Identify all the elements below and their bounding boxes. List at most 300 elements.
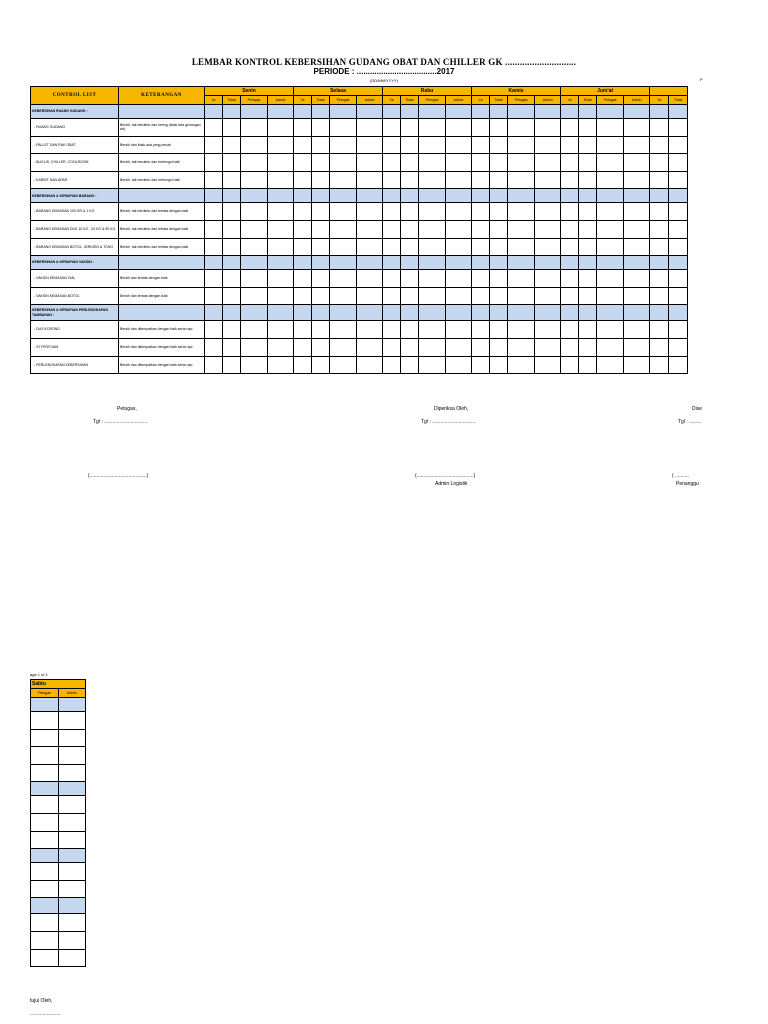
- check-cell[interactable]: [357, 256, 383, 270]
- check-cell[interactable]: [268, 189, 294, 203]
- check-cell[interactable]: [330, 356, 357, 374]
- check-cell[interactable]: [223, 171, 241, 189]
- check-cell[interactable]: [624, 136, 650, 154]
- check-cell[interactable]: [401, 154, 419, 172]
- check-cell[interactable]: [357, 338, 383, 356]
- check-cell[interactable]: [294, 356, 312, 374]
- check-cell[interactable]: [624, 305, 650, 321]
- check-cell[interactable]: [669, 119, 688, 137]
- check-cell[interactable]: [472, 256, 490, 270]
- check-cell[interactable]: [579, 256, 597, 270]
- check-cell[interactable]: [446, 105, 472, 119]
- check-cell[interactable]: [383, 119, 401, 137]
- check-cell[interactable]: [59, 764, 86, 782]
- check-cell[interactable]: [330, 171, 357, 189]
- check-cell[interactable]: [446, 256, 472, 270]
- check-cell[interactable]: [241, 203, 268, 221]
- check-cell[interactable]: [650, 105, 669, 119]
- check-cell[interactable]: [446, 338, 472, 356]
- check-cell[interactable]: [401, 189, 419, 203]
- check-cell[interactable]: [268, 119, 294, 137]
- check-cell[interactable]: [312, 305, 330, 321]
- check-cell[interactable]: [330, 321, 357, 339]
- check-cell[interactable]: [205, 305, 223, 321]
- check-cell[interactable]: [446, 154, 472, 172]
- check-cell[interactable]: [59, 782, 86, 796]
- check-cell[interactable]: [597, 338, 624, 356]
- check-cell[interactable]: [669, 220, 688, 238]
- check-cell[interactable]: [31, 729, 59, 747]
- check-cell[interactable]: [241, 321, 268, 339]
- check-cell[interactable]: [535, 105, 561, 119]
- check-cell[interactable]: [268, 321, 294, 339]
- check-cell[interactable]: [401, 119, 419, 137]
- check-cell[interactable]: [294, 171, 312, 189]
- check-cell[interactable]: [579, 105, 597, 119]
- check-cell[interactable]: [268, 171, 294, 189]
- check-cell[interactable]: [419, 171, 446, 189]
- check-cell[interactable]: [401, 338, 419, 356]
- check-cell[interactable]: [508, 256, 535, 270]
- check-cell[interactable]: [401, 238, 419, 256]
- check-cell[interactable]: [31, 764, 59, 782]
- check-cell[interactable]: [472, 105, 490, 119]
- check-cell[interactable]: [59, 863, 86, 881]
- check-cell[interactable]: [419, 270, 446, 288]
- check-cell[interactable]: [490, 189, 508, 203]
- check-cell[interactable]: [31, 782, 59, 796]
- check-cell[interactable]: [312, 105, 330, 119]
- check-cell[interactable]: [312, 189, 330, 203]
- check-cell[interactable]: [561, 238, 579, 256]
- check-cell[interactable]: [579, 305, 597, 321]
- check-cell[interactable]: [669, 305, 688, 321]
- check-cell[interactable]: [401, 356, 419, 374]
- check-cell[interactable]: [650, 154, 669, 172]
- check-cell[interactable]: [624, 189, 650, 203]
- check-cell[interactable]: [650, 270, 669, 288]
- check-cell[interactable]: [312, 220, 330, 238]
- check-cell[interactable]: [508, 136, 535, 154]
- check-cell[interactable]: [650, 220, 669, 238]
- check-cell[interactable]: [579, 321, 597, 339]
- check-cell[interactable]: [535, 356, 561, 374]
- check-cell[interactable]: [330, 220, 357, 238]
- check-cell[interactable]: [490, 287, 508, 305]
- check-cell[interactable]: [357, 119, 383, 137]
- check-cell[interactable]: [669, 270, 688, 288]
- check-cell[interactable]: [624, 220, 650, 238]
- check-cell[interactable]: [401, 287, 419, 305]
- check-cell[interactable]: [223, 338, 241, 356]
- check-cell[interactable]: [357, 356, 383, 374]
- check-cell[interactable]: [624, 154, 650, 172]
- check-cell[interactable]: [508, 171, 535, 189]
- check-cell[interactable]: [294, 220, 312, 238]
- check-cell[interactable]: [383, 287, 401, 305]
- check-cell[interactable]: [205, 136, 223, 154]
- check-cell[interactable]: [59, 849, 86, 863]
- check-cell[interactable]: [624, 171, 650, 189]
- check-cell[interactable]: [669, 154, 688, 172]
- check-cell[interactable]: [205, 105, 223, 119]
- check-cell[interactable]: [650, 287, 669, 305]
- check-cell[interactable]: [241, 238, 268, 256]
- check-cell[interactable]: [59, 898, 86, 914]
- check-cell[interactable]: [508, 189, 535, 203]
- check-cell[interactable]: [223, 136, 241, 154]
- check-cell[interactable]: [561, 270, 579, 288]
- check-cell[interactable]: [241, 356, 268, 374]
- check-cell[interactable]: [223, 203, 241, 221]
- check-cell[interactable]: [597, 105, 624, 119]
- check-cell[interactable]: [490, 154, 508, 172]
- check-cell[interactable]: [401, 136, 419, 154]
- check-cell[interactable]: [419, 105, 446, 119]
- check-cell[interactable]: [508, 119, 535, 137]
- check-cell[interactable]: [312, 136, 330, 154]
- check-cell[interactable]: [205, 356, 223, 374]
- check-cell[interactable]: [669, 321, 688, 339]
- check-cell[interactable]: [223, 154, 241, 172]
- check-cell[interactable]: [624, 256, 650, 270]
- check-cell[interactable]: [597, 203, 624, 221]
- check-cell[interactable]: [597, 119, 624, 137]
- check-cell[interactable]: [205, 171, 223, 189]
- check-cell[interactable]: [401, 171, 419, 189]
- check-cell[interactable]: [383, 203, 401, 221]
- check-cell[interactable]: [383, 171, 401, 189]
- check-cell[interactable]: [268, 154, 294, 172]
- check-cell[interactable]: [535, 338, 561, 356]
- check-cell[interactable]: [650, 203, 669, 221]
- check-cell[interactable]: [535, 136, 561, 154]
- check-cell[interactable]: [357, 270, 383, 288]
- check-cell[interactable]: [312, 203, 330, 221]
- check-cell[interactable]: [401, 305, 419, 321]
- check-cell[interactable]: [205, 189, 223, 203]
- check-cell[interactable]: [59, 747, 86, 765]
- check-cell[interactable]: [669, 256, 688, 270]
- check-cell[interactable]: [535, 287, 561, 305]
- check-cell[interactable]: [624, 321, 650, 339]
- check-cell[interactable]: [401, 256, 419, 270]
- check-cell[interactable]: [561, 287, 579, 305]
- check-cell[interactable]: [561, 119, 579, 137]
- check-cell[interactable]: [294, 338, 312, 356]
- check-cell[interactable]: [669, 203, 688, 221]
- check-cell[interactable]: [490, 119, 508, 137]
- check-cell[interactable]: [401, 203, 419, 221]
- check-cell[interactable]: [419, 238, 446, 256]
- check-cell[interactable]: [419, 305, 446, 321]
- check-cell[interactable]: [268, 256, 294, 270]
- check-cell[interactable]: [383, 321, 401, 339]
- check-cell[interactable]: [490, 356, 508, 374]
- check-cell[interactable]: [419, 189, 446, 203]
- check-cell[interactable]: [294, 256, 312, 270]
- check-cell[interactable]: [31, 712, 59, 730]
- check-cell[interactable]: [294, 287, 312, 305]
- check-cell[interactable]: [223, 105, 241, 119]
- check-cell[interactable]: [241, 154, 268, 172]
- check-cell[interactable]: [268, 305, 294, 321]
- check-cell[interactable]: [383, 338, 401, 356]
- check-cell[interactable]: [535, 189, 561, 203]
- check-cell[interactable]: [561, 136, 579, 154]
- check-cell[interactable]: [561, 189, 579, 203]
- check-cell[interactable]: [294, 238, 312, 256]
- check-cell[interactable]: [535, 270, 561, 288]
- check-cell[interactable]: [268, 356, 294, 374]
- check-cell[interactable]: [446, 270, 472, 288]
- check-cell[interactable]: [59, 831, 86, 849]
- check-cell[interactable]: [446, 171, 472, 189]
- check-cell[interactable]: [472, 356, 490, 374]
- check-cell[interactable]: [59, 880, 86, 898]
- check-cell[interactable]: [294, 270, 312, 288]
- check-cell[interactable]: [624, 356, 650, 374]
- check-cell[interactable]: [597, 154, 624, 172]
- check-cell[interactable]: [597, 189, 624, 203]
- check-cell[interactable]: [472, 171, 490, 189]
- check-cell[interactable]: [294, 136, 312, 154]
- check-cell[interactable]: [624, 203, 650, 221]
- check-cell[interactable]: [241, 105, 268, 119]
- check-cell[interactable]: [59, 813, 86, 831]
- check-cell[interactable]: [330, 119, 357, 137]
- check-cell[interactable]: [597, 171, 624, 189]
- check-cell[interactable]: [597, 270, 624, 288]
- check-cell[interactable]: [472, 287, 490, 305]
- check-cell[interactable]: [669, 136, 688, 154]
- check-cell[interactable]: [357, 287, 383, 305]
- check-cell[interactable]: [330, 238, 357, 256]
- check-cell[interactable]: [312, 287, 330, 305]
- check-cell[interactable]: [650, 171, 669, 189]
- check-cell[interactable]: [579, 171, 597, 189]
- check-cell[interactable]: [383, 256, 401, 270]
- check-cell[interactable]: [508, 203, 535, 221]
- check-cell[interactable]: [31, 949, 59, 967]
- check-cell[interactable]: [490, 270, 508, 288]
- check-cell[interactable]: [508, 305, 535, 321]
- check-cell[interactable]: [419, 136, 446, 154]
- check-cell[interactable]: [357, 171, 383, 189]
- check-cell[interactable]: [357, 321, 383, 339]
- check-cell[interactable]: [312, 171, 330, 189]
- check-cell[interactable]: [330, 338, 357, 356]
- check-cell[interactable]: [205, 154, 223, 172]
- check-cell[interactable]: [205, 119, 223, 137]
- check-cell[interactable]: [490, 220, 508, 238]
- check-cell[interactable]: [508, 220, 535, 238]
- check-cell[interactable]: [490, 136, 508, 154]
- check-cell[interactable]: [650, 119, 669, 137]
- check-cell[interactable]: [223, 356, 241, 374]
- check-cell[interactable]: [579, 287, 597, 305]
- check-cell[interactable]: [490, 238, 508, 256]
- check-cell[interactable]: [223, 238, 241, 256]
- check-cell[interactable]: [446, 119, 472, 137]
- check-cell[interactable]: [597, 356, 624, 374]
- check-cell[interactable]: [490, 338, 508, 356]
- check-cell[interactable]: [241, 270, 268, 288]
- check-cell[interactable]: [330, 189, 357, 203]
- check-cell[interactable]: [241, 136, 268, 154]
- check-cell[interactable]: [383, 356, 401, 374]
- check-cell[interactable]: [419, 321, 446, 339]
- check-cell[interactable]: [650, 189, 669, 203]
- check-cell[interactable]: [31, 796, 59, 814]
- check-cell[interactable]: [357, 203, 383, 221]
- check-cell[interactable]: [650, 356, 669, 374]
- check-cell[interactable]: [268, 136, 294, 154]
- check-cell[interactable]: [294, 321, 312, 339]
- check-cell[interactable]: [472, 338, 490, 356]
- check-cell[interactable]: [490, 305, 508, 321]
- check-cell[interactable]: [419, 220, 446, 238]
- check-cell[interactable]: [401, 105, 419, 119]
- check-cell[interactable]: [223, 321, 241, 339]
- check-cell[interactable]: [472, 321, 490, 339]
- check-cell[interactable]: [205, 256, 223, 270]
- check-cell[interactable]: [59, 796, 86, 814]
- check-cell[interactable]: [419, 154, 446, 172]
- check-cell[interactable]: [508, 338, 535, 356]
- check-cell[interactable]: [241, 171, 268, 189]
- check-cell[interactable]: [294, 189, 312, 203]
- check-cell[interactable]: [650, 238, 669, 256]
- check-cell[interactable]: [446, 189, 472, 203]
- check-cell[interactable]: [579, 136, 597, 154]
- check-cell[interactable]: [312, 270, 330, 288]
- check-cell[interactable]: [330, 154, 357, 172]
- check-cell[interactable]: [490, 105, 508, 119]
- check-cell[interactable]: [383, 154, 401, 172]
- check-cell[interactable]: [669, 189, 688, 203]
- check-cell[interactable]: [579, 203, 597, 221]
- check-cell[interactable]: [59, 931, 86, 949]
- check-cell[interactable]: [508, 356, 535, 374]
- check-cell[interactable]: [579, 238, 597, 256]
- check-cell[interactable]: [312, 321, 330, 339]
- check-cell[interactable]: [357, 238, 383, 256]
- check-cell[interactable]: [508, 287, 535, 305]
- check-cell[interactable]: [241, 305, 268, 321]
- check-cell[interactable]: [535, 321, 561, 339]
- check-cell[interactable]: [330, 136, 357, 154]
- check-cell[interactable]: [650, 136, 669, 154]
- check-cell[interactable]: [312, 238, 330, 256]
- check-cell[interactable]: [383, 220, 401, 238]
- check-cell[interactable]: [472, 154, 490, 172]
- check-cell[interactable]: [383, 305, 401, 321]
- check-cell[interactable]: [268, 238, 294, 256]
- check-cell[interactable]: [330, 270, 357, 288]
- check-cell[interactable]: [205, 321, 223, 339]
- check-cell[interactable]: [561, 105, 579, 119]
- check-cell[interactable]: [294, 203, 312, 221]
- check-cell[interactable]: [561, 171, 579, 189]
- check-cell[interactable]: [535, 119, 561, 137]
- check-cell[interactable]: [597, 256, 624, 270]
- check-cell[interactable]: [268, 105, 294, 119]
- check-cell[interactable]: [59, 729, 86, 747]
- check-cell[interactable]: [624, 238, 650, 256]
- check-cell[interactable]: [241, 119, 268, 137]
- check-cell[interactable]: [330, 105, 357, 119]
- check-cell[interactable]: [508, 270, 535, 288]
- check-cell[interactable]: [579, 154, 597, 172]
- check-cell[interactable]: [241, 189, 268, 203]
- check-cell[interactable]: [508, 154, 535, 172]
- check-cell[interactable]: [597, 321, 624, 339]
- check-cell[interactable]: [508, 105, 535, 119]
- check-cell[interactable]: [446, 287, 472, 305]
- check-cell[interactable]: [419, 287, 446, 305]
- check-cell[interactable]: [472, 119, 490, 137]
- check-cell[interactable]: [669, 105, 688, 119]
- check-cell[interactable]: [579, 220, 597, 238]
- check-cell[interactable]: [31, 914, 59, 932]
- check-cell[interactable]: [597, 287, 624, 305]
- check-cell[interactable]: [59, 712, 86, 730]
- check-cell[interactable]: [31, 747, 59, 765]
- check-cell[interactable]: [508, 321, 535, 339]
- check-cell[interactable]: [312, 356, 330, 374]
- check-cell[interactable]: [472, 305, 490, 321]
- check-cell[interactable]: [669, 338, 688, 356]
- check-cell[interactable]: [312, 119, 330, 137]
- check-cell[interactable]: [383, 189, 401, 203]
- check-cell[interactable]: [241, 220, 268, 238]
- check-cell[interactable]: [561, 321, 579, 339]
- check-cell[interactable]: [650, 256, 669, 270]
- check-cell[interactable]: [383, 238, 401, 256]
- check-cell[interactable]: [31, 813, 59, 831]
- check-cell[interactable]: [579, 119, 597, 137]
- check-cell[interactable]: [383, 270, 401, 288]
- check-cell[interactable]: [669, 287, 688, 305]
- check-cell[interactable]: [446, 321, 472, 339]
- check-cell[interactable]: [472, 203, 490, 221]
- check-cell[interactable]: [205, 220, 223, 238]
- check-cell[interactable]: [535, 171, 561, 189]
- check-cell[interactable]: [294, 119, 312, 137]
- check-cell[interactable]: [446, 203, 472, 221]
- check-cell[interactable]: [446, 305, 472, 321]
- check-cell[interactable]: [561, 203, 579, 221]
- check-cell[interactable]: [268, 338, 294, 356]
- check-cell[interactable]: [59, 914, 86, 932]
- check-cell[interactable]: [31, 698, 59, 712]
- check-cell[interactable]: [294, 105, 312, 119]
- check-cell[interactable]: [294, 305, 312, 321]
- check-cell[interactable]: [490, 171, 508, 189]
- check-cell[interactable]: [624, 105, 650, 119]
- check-cell[interactable]: [446, 238, 472, 256]
- check-cell[interactable]: [535, 154, 561, 172]
- check-cell[interactable]: [268, 203, 294, 221]
- check-cell[interactable]: [205, 287, 223, 305]
- check-cell[interactable]: [561, 338, 579, 356]
- check-cell[interactable]: [31, 880, 59, 898]
- check-cell[interactable]: [624, 338, 650, 356]
- check-cell[interactable]: [669, 356, 688, 374]
- check-cell[interactable]: [561, 356, 579, 374]
- check-cell[interactable]: [401, 321, 419, 339]
